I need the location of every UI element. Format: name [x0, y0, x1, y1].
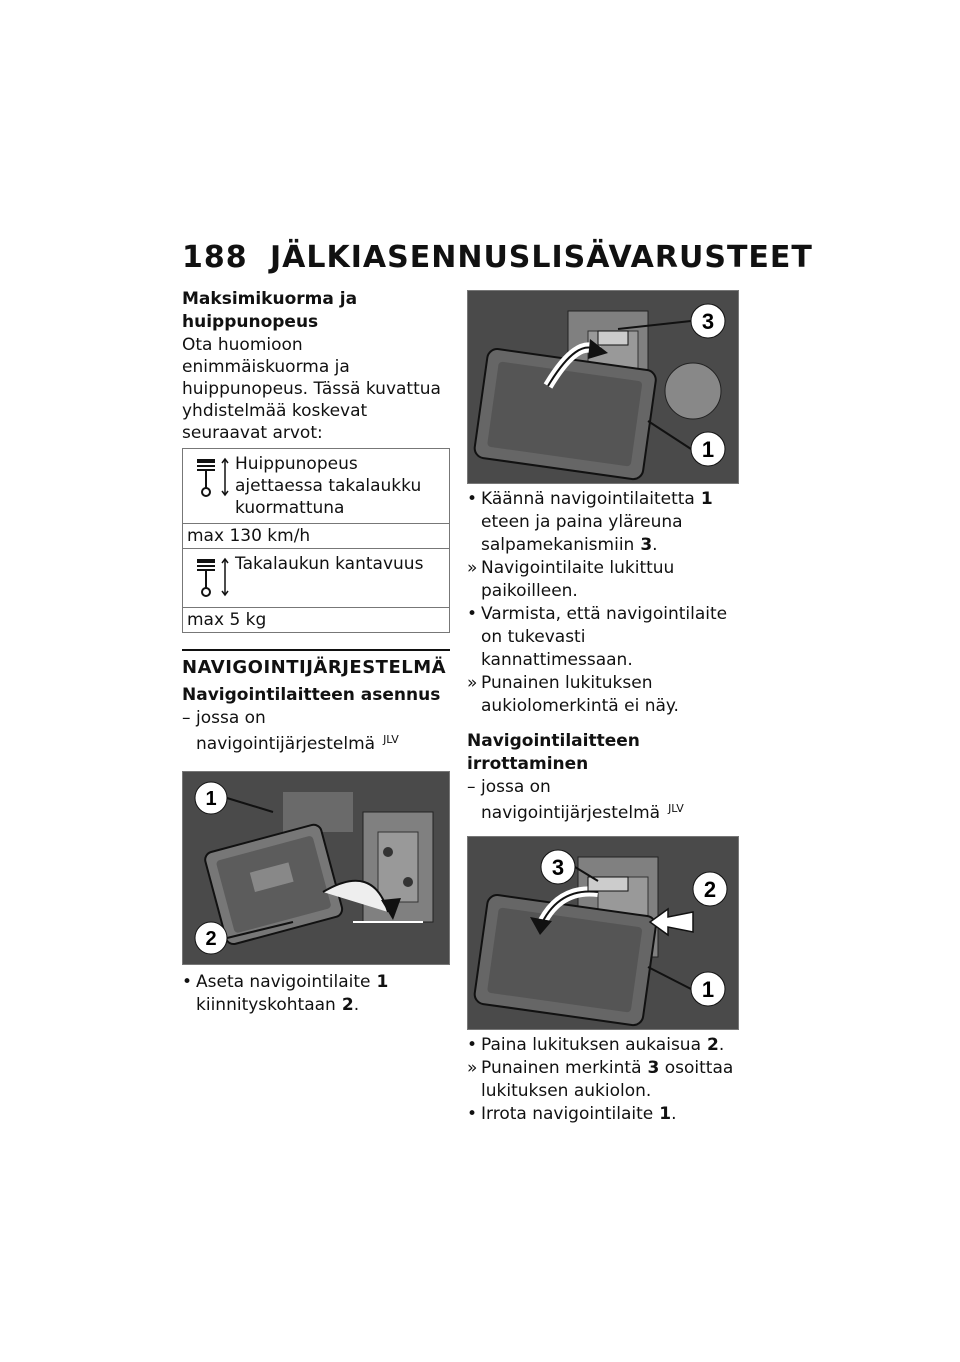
chapter-title: JÄLKIASENNUSLISÄVARUSTEET — [270, 240, 813, 275]
piston-icon — [187, 455, 231, 499]
fig3-callout-2: 2 — [703, 877, 717, 902]
remove-requirement: – jossa on navigointijärjestelmä $^{JLV}$ — [467, 777, 684, 823]
result-2: » Punainen lukituksen aukiolomerkintä ei näy. — [467, 673, 679, 716]
step-3: • Varmista, että navigointilaite on tukevasti kannattimessaan. — [467, 604, 728, 670]
spec-row-speed — [183, 449, 449, 524]
spec-table — [182, 448, 450, 633]
dash-mark: – — [182, 708, 191, 728]
fig3-callout-1: 1 — [701, 977, 715, 1002]
step-5: • Irrota navigointilaite 1. — [467, 1104, 677, 1124]
nav-install-illustration — [183, 772, 449, 964]
figure-lock — [467, 290, 739, 484]
spec-row-load — [183, 549, 449, 608]
fig1-callout-2: 2 — [205, 928, 217, 950]
bullet-mark: • — [182, 972, 193, 992]
nav-lock-illustration — [468, 291, 738, 483]
remove-title: Navigointilaitteen irrottaminen — [467, 731, 640, 774]
result-1: » Navigointilaite lukittuu paikoilleen. — [467, 558, 675, 601]
right-column — [467, 290, 739, 1126]
piston-icon — [187, 555, 231, 599]
spec1-value: max 130 km/h — [183, 524, 449, 549]
install-req-code: JLV — [383, 733, 399, 746]
spec2-value: max 5 kg — [187, 610, 267, 630]
result-3: » Punainen merkintä 3 osoittaa lukituksen aukiolon. — [467, 1058, 734, 1101]
step-4: • Paina lukituksen aukaisua 2. — [467, 1035, 725, 1055]
page-header — [182, 240, 813, 280]
max-load-text: Ota huomioon enimmäiskuorma ja huippunopeus. Tässä kuvattua yhdistelmää koskevat seuraavat arvot: — [182, 335, 441, 443]
fig2-callout-1: 1 — [701, 437, 715, 462]
nav-section-title: NAVIGOINTIJÄRJESTELMÄ — [182, 649, 450, 678]
max-load-title: Maksimikuorma ja huippunopeus — [182, 289, 358, 332]
figure-install — [182, 771, 450, 965]
install-requirement: – jossa on navigointijärjestelmä $^{JLV}$ — [182, 708, 399, 754]
install-title: Navigointilaitteen asennus — [182, 685, 441, 705]
step-1: • Aseta navigointilaite 1 kiinnityskohtaan 2. — [182, 972, 389, 1015]
remove-req-code: JLV — [668, 802, 684, 815]
left-column — [182, 288, 450, 1017]
page-number: 188 — [182, 240, 248, 275]
nav-remove-illustration — [468, 837, 738, 1029]
step-2: • Käännä navigointilaitetta 1 eteen ja paina yläreuna salpamekanismiin 3. — [467, 489, 713, 555]
fig1-callout-1: 1 — [205, 788, 217, 810]
spec1-label: Huippunopeus ajettaessa takalaukku kuormattuna — [235, 454, 422, 518]
figure-remove — [467, 836, 739, 1030]
spec2-label: Takalaukun kantavuus — [235, 554, 424, 574]
fig3-callout-3: 3 — [551, 855, 565, 880]
fig2-callout-3: 3 — [701, 309, 715, 334]
